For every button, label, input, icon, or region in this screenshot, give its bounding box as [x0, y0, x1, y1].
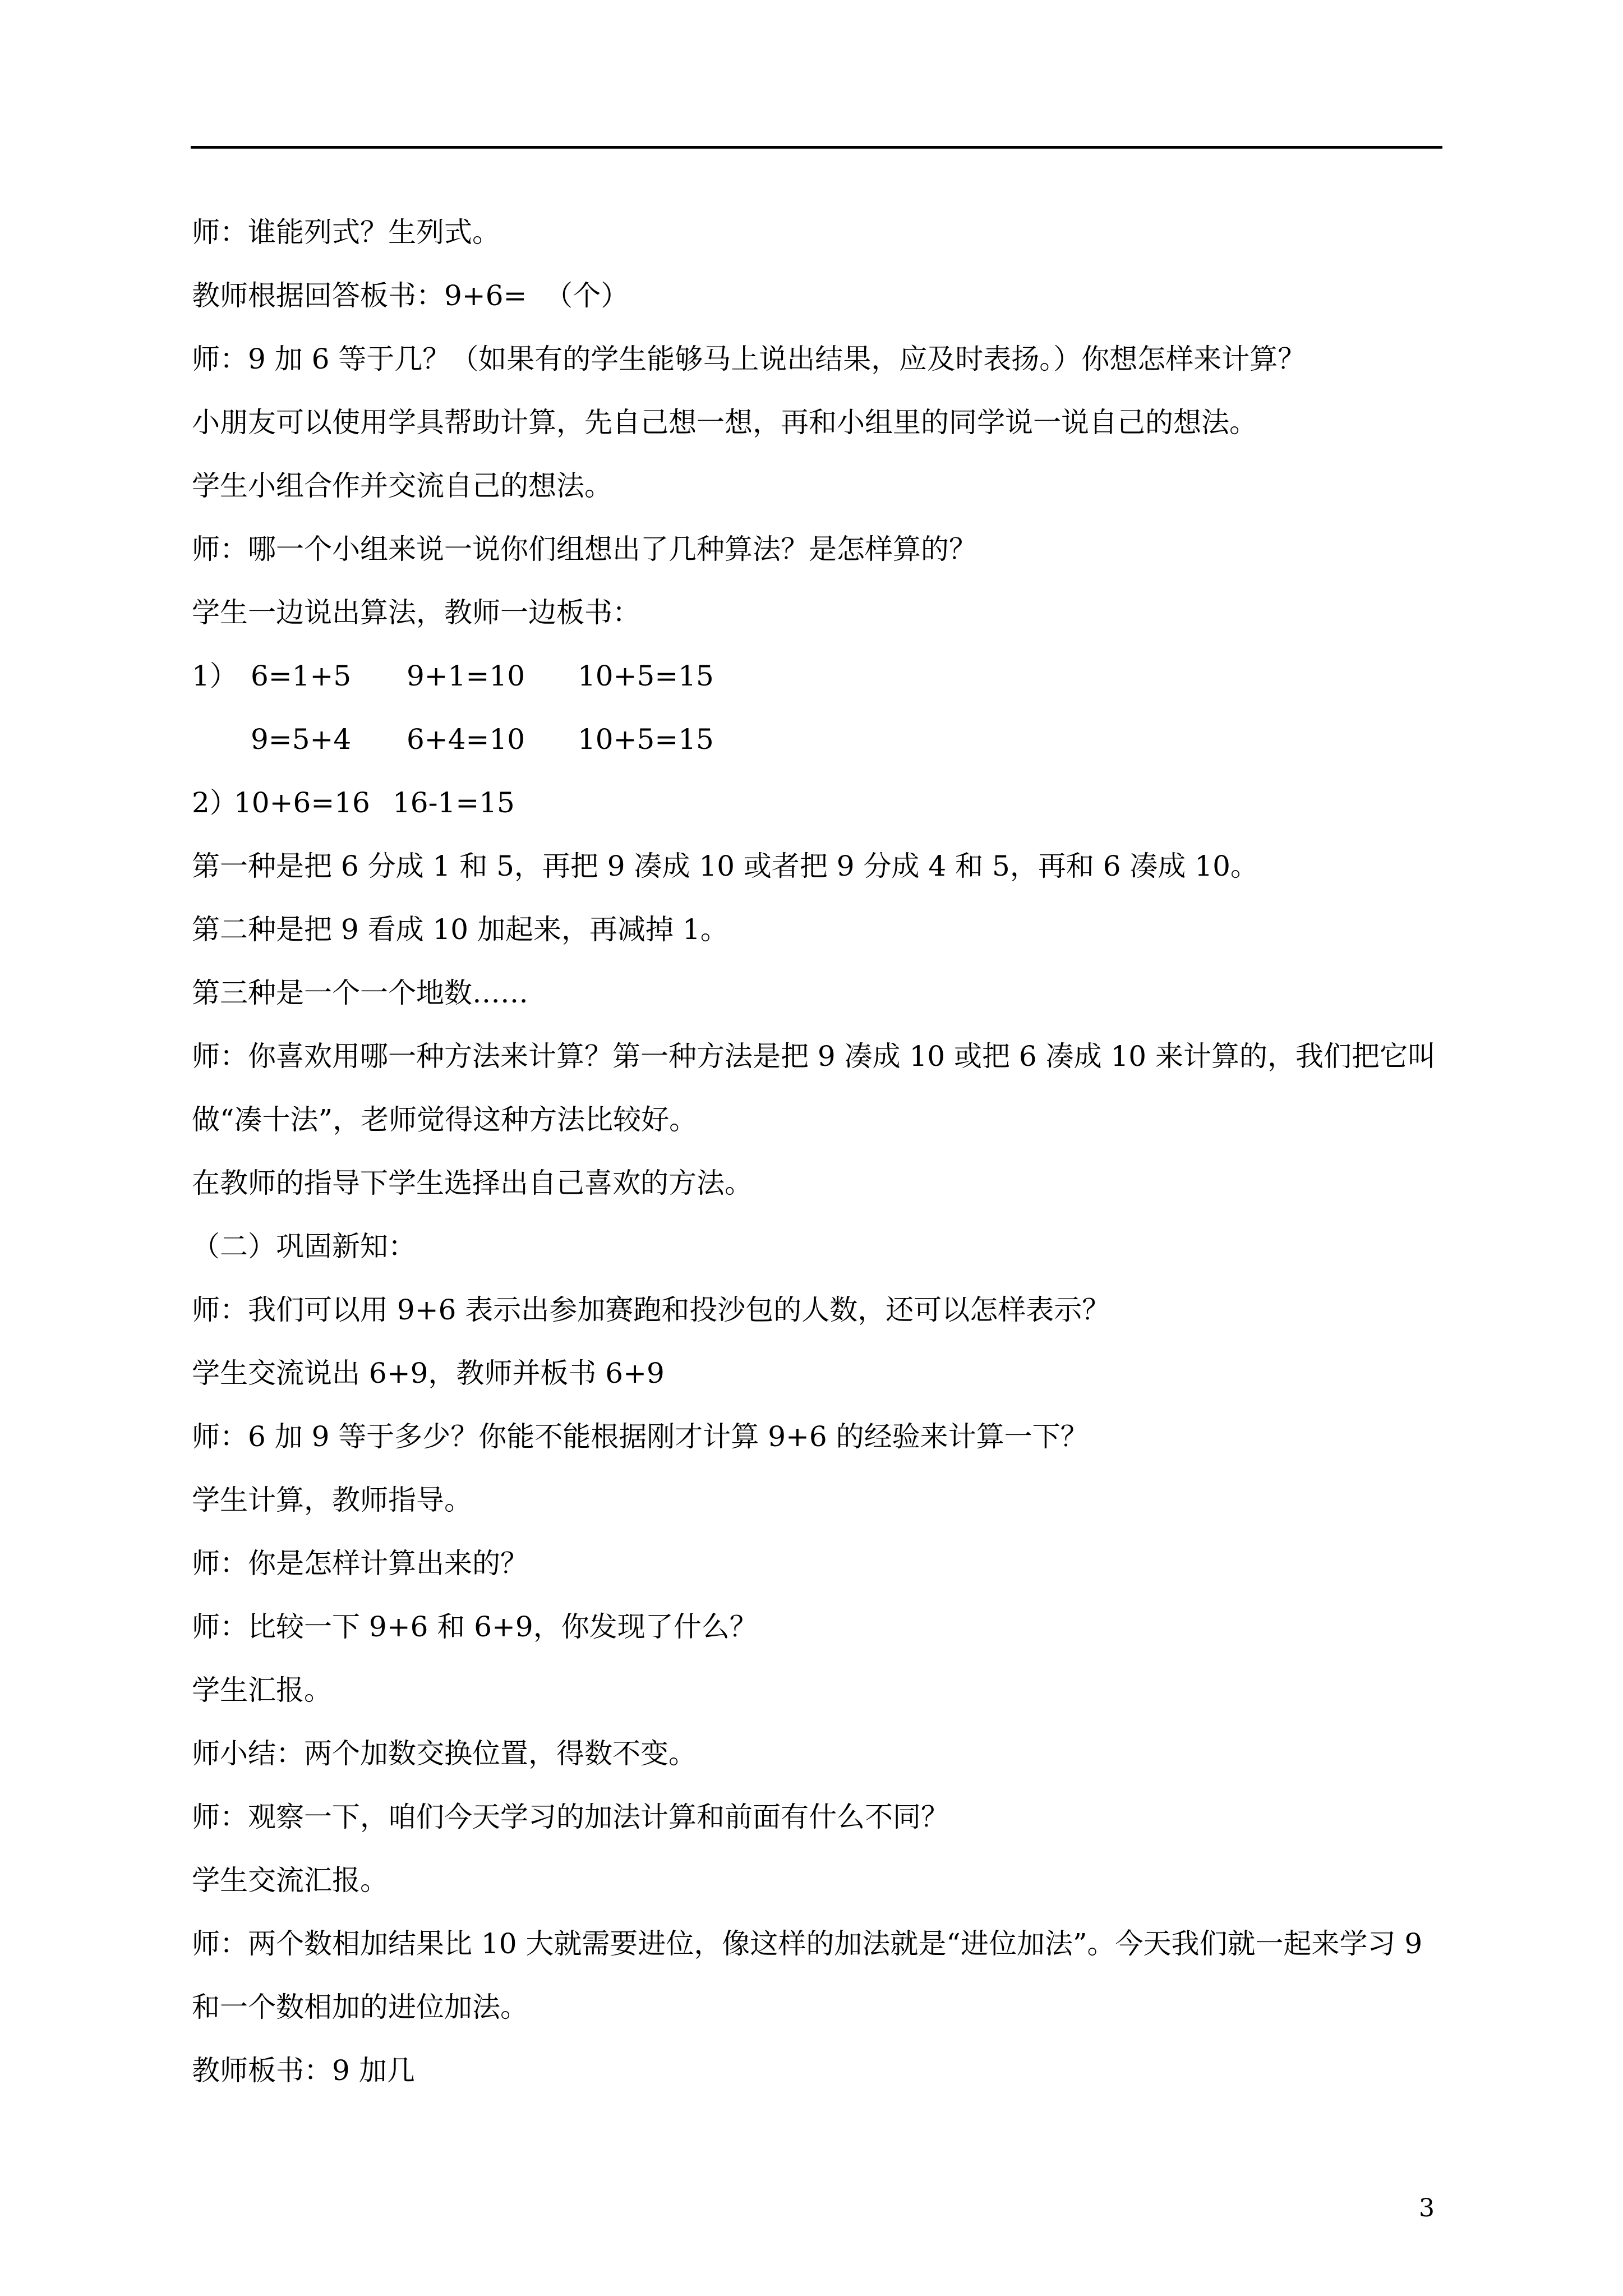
text-line: 做“凑十法”，老师觉得这种方法比较好。: [192, 1103, 698, 1136]
method2-label: 2）: [192, 786, 238, 819]
text-line: 教师根据回答板书：9+6= （个）: [192, 279, 629, 312]
equation: 6=1+5: [251, 660, 352, 692]
section-heading: （二）巩固新知：: [192, 1230, 416, 1263]
text-line: 教师板书：9 加几: [192, 2054, 415, 2087]
text-line: 师：你是怎样计算出来的？: [192, 1547, 528, 1580]
equation: 16-1=15: [393, 786, 515, 819]
text-line: 师：我们可以用 9+6 表示出参加赛跑和投沙包的人数，还可以怎样表示？: [192, 1294, 1110, 1326]
text-line: 学生小组合作并交流自己的想法。: [192, 470, 612, 502]
header-rule: [191, 146, 1442, 149]
text-line: 师：观察一下，咱们今天学习的加法计算和前面有什么不同？: [192, 1801, 949, 1833]
equation: 6+4=10: [407, 723, 525, 756]
text-line: 师小结：两个加数交换位置，得数不变。: [192, 1737, 697, 1770]
text-line: 师：两个数相加结果比 10 大就需要进位，像这样的加法就是“进位加法”。今天我们就一起来学习 9: [192, 1927, 1423, 1960]
text-line: 师：9 加 6 等于几？（如果有的学生能够马上说出结果，应及时表扬。）你想怎样来计算？: [192, 343, 1306, 375]
text-line: 学生交流汇报。: [192, 1864, 388, 1897]
text-line: 师：哪一个小组来说一说你们组想出了几种算法？是怎样算的？: [192, 533, 977, 565]
page-number: 3: [1419, 2194, 1435, 2223]
equation: 10+5=15: [578, 723, 714, 756]
text-line: 学生汇报。: [192, 1674, 332, 1706]
text-line: 在教师的指导下学生选择出自己喜欢的方法。: [192, 1167, 753, 1199]
equation: 9+1=10: [407, 660, 525, 692]
text-line: 第二种是把 9 看成 10 加起来，再减掉 1。: [192, 913, 728, 946]
equation: 10+6=16: [234, 786, 370, 819]
equation: 9=5+4: [251, 723, 352, 756]
text-line: 第三种是一个一个地数……: [192, 977, 528, 1009]
text-line: 师：比较一下 9+6 和 6+9，你发现了什么？: [192, 1611, 758, 1643]
text-line: 小朋友可以使用学具帮助计算，先自己想一想，再和小组里的同学说一说自己的想法。: [192, 406, 1257, 439]
text-line: 学生计算，教师指导。: [192, 1484, 472, 1516]
text-line: 和一个数相加的进位加法。: [192, 1991, 528, 2023]
text-line: 师：你喜欢用哪一种方法来计算？第一种方法是把 9 凑成 10 或把 6 凑成 10 来计算的，我们把它叫: [192, 1040, 1436, 1073]
text-line: 第一种是把 6 分成 1 和 5，再把 9 凑成 10 或者把 9 分成 4 和 5，再和 6 凑成 10。: [192, 850, 1258, 882]
text-line: 师：6 加 9 等于多少？你能不能根据刚才计算 9+6 的经验来计算一下？: [192, 1420, 1089, 1453]
equation: 10+5=15: [578, 660, 714, 692]
text-line: 学生一边说出算法，教师一边板书：: [192, 596, 640, 629]
text-line: 师：谁能列式？生列式。: [192, 216, 500, 249]
text-line: 学生交流说出 6+9，教师并板书 6+9: [192, 1357, 665, 1389]
method1-label: 1）: [192, 660, 238, 692]
